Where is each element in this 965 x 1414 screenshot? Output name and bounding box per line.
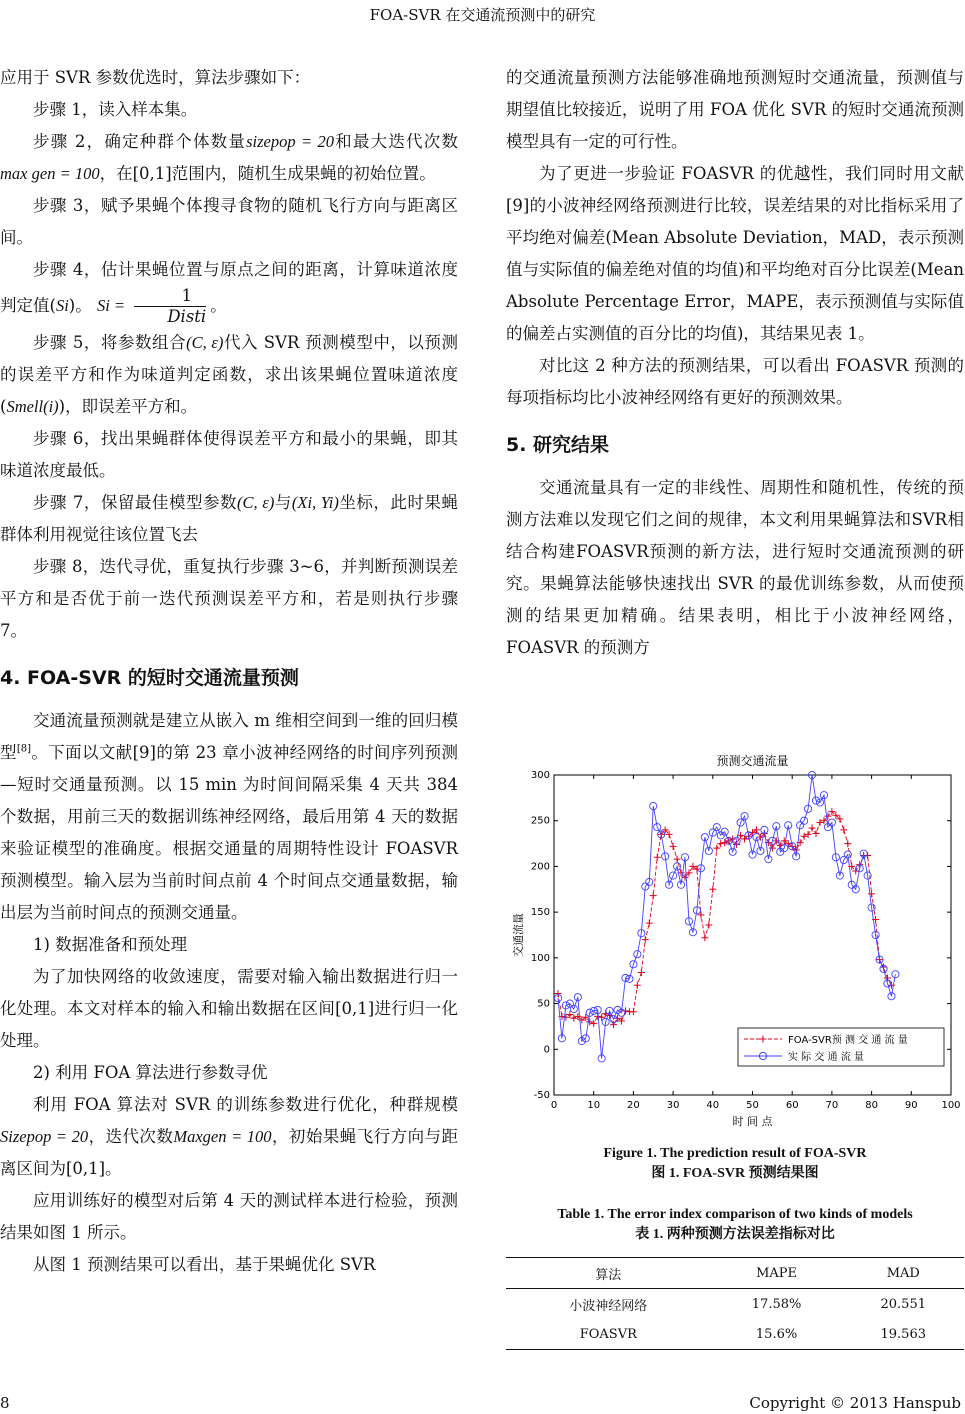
x-tick-label: 80	[865, 1100, 878, 1111]
table-caption-en: Table 1. The error index comparison of two kinds of models	[557, 1207, 913, 1222]
table-row	[506, 1319, 964, 1350]
copyright: Copyright © 2013 Hanspub	[749, 1394, 961, 1412]
conclusion-comparison: 对比这 2 种方法的预测结果，可以看出 FOASVR 预测的每项指标均比小波神经网络有更好的预测效果。	[506, 356, 964, 407]
step-6: 步骤 6，找出果蝇群体使得误差平方和最小的果蝇，即其味道浓度最低。	[0, 429, 458, 480]
x-tick-label: 90	[904, 1100, 918, 1111]
table-row	[506, 1289, 964, 1320]
step-4: 步骤 4，估计果蝇位置与原点之间的距离，计算味道浓度判定值(Si)。 Si = $\frac{1}{\text{Disti}}$ 。	[0, 260, 458, 326]
table-header-row	[506, 1258, 964, 1289]
table-cell: 15.6%	[755, 1326, 798, 1342]
x-axis-label: 时 间 点	[732, 1115, 773, 1128]
y-tick-label: 100	[530, 952, 550, 964]
y-tick-label: 0	[543, 1044, 550, 1056]
subsection-1-paragraph: 为了加快网络的收敛速度，需要对输入输出数据进行归一化处理。本文对样本的输入和输出数据在区间[0,1]进行归一化处理。	[0, 967, 458, 1050]
figure-caption-en: Figure 1. The prediction result of FOA-SVR	[603, 1146, 867, 1161]
section-4-heading: 4. FOA-SVR 的短时交通流量预测	[0, 667, 299, 689]
figure-1	[506, 745, 964, 1184]
table-1	[506, 1205, 964, 1350]
predicted-point	[634, 982, 641, 989]
y-tick-label: 200	[530, 861, 550, 873]
subsection-1-heading: 1) 数据准备和预处理	[33, 935, 188, 954]
x-tick-label: 70	[825, 1100, 839, 1111]
predicted-point	[813, 830, 820, 837]
step-5: 步骤 5，将参数组合(C, ε)代入 SVR 预测模型中，以预测的误差平方和作为味道判定函数，求出该果蝇位置味道浓度(Smell(i))，即误差平方和。	[0, 333, 459, 416]
subsection-2-paragraph: 利用 FOA 算法对 SVR 的训练参数进行优化，种群规模Sizepop = 20，迭代次数Maxgen = 100，初始果蝇飞行方向与距离区间为[0,1]。	[0, 1095, 459, 1178]
table-caption-zh: 表 1. 两种预测方法误差指标对比	[635, 1227, 835, 1242]
test-paragraph: 应用训练好的模型对后第 4 天的测试样本进行检验，预测结果如图 1 所示。	[0, 1191, 458, 1242]
y-tick-label: -50	[533, 1090, 550, 1101]
predicted-point	[590, 1020, 597, 1027]
error-table	[506, 1257, 964, 1350]
right-column	[506, 62, 964, 664]
predicted-point	[816, 819, 823, 826]
page-number: 8	[0, 1394, 10, 1412]
x-tick-label: 40	[706, 1100, 720, 1111]
table-cell: 17.58%	[751, 1296, 802, 1312]
predicted-point	[801, 833, 808, 840]
predicted-point	[570, 1015, 577, 1022]
predicted-point	[701, 934, 708, 941]
step-8: 步骤 8，迭代寻优，重复执行步骤 3~6，并判断预测误差平方和是否优于前一迭代预测误差平方和，若是则执行步骤 7。	[0, 557, 458, 640]
x-tick-label: 100	[941, 1100, 961, 1111]
figure-caption-zh: 图 1. FOA-SVR 预测结果图	[651, 1166, 819, 1181]
comparison-paragraph: 为了更进一步验证 FOASVR 的优越性，我们同时用文献[9]的小波神经网络预测进行比较，误差结果的对比指标采用了平均绝对偏差(Mean Absolute Deviation，MAD，表示预测值与实际值的偏差绝对值的均值)和平均绝对百分比误差(Mean Absolute Percentage Error，MAPE，表示预测值与实际值的偏差占实测值的百分比的均值)，其结果见表 1。	[506, 164, 964, 343]
table-cell: 小波神经网络	[569, 1298, 648, 1314]
y-tick-label: 50	[537, 998, 550, 1010]
x-tick-label: 0	[550, 1100, 558, 1111]
table-cell: FOASVR	[579, 1326, 637, 1342]
results-paragraph: 交通流量具有一定的非线性、周期性和随机性，传统的预测方法难以发现它们之间的规律，本文利用果蝇算法和SVR相结合构建FOASVR预测的新方法，进行短时交通流预测的研究。果蝇算法能够快速找出 SVR 的最优训练参数，从而使预测的结果更加精确。结果表明，相比于小波神经网络，FOASVR 的预测方	[506, 478, 964, 657]
table-header-cell: MAD	[886, 1265, 920, 1281]
x-tick-label: 20	[627, 1100, 640, 1111]
predicted-point	[705, 921, 712, 928]
predicted-point	[805, 831, 812, 838]
step-1: 步骤 1，读入样本集。	[33, 100, 198, 119]
x-tick-label: 60	[785, 1100, 799, 1111]
table-header-cell: MAPE	[756, 1265, 798, 1281]
x-tick-label: 50	[746, 1100, 759, 1111]
x-tick-label: 30	[666, 1100, 680, 1111]
prediction-chart	[506, 745, 964, 1140]
section-5-heading: 5. 研究结果	[506, 434, 610, 456]
predicted-point	[709, 886, 716, 893]
step-2: 步骤 2，确定种群个体数量sizepop = 20和最大迭代次数max gen = 100，在[0,1]范围内，随机生成果蝇的初始位置。	[0, 132, 458, 183]
predicted-point	[630, 1008, 637, 1015]
chart-title: 预测交通流量	[716, 754, 789, 768]
predicted-point	[650, 892, 657, 899]
left-column	[0, 62, 458, 1281]
predicted-point	[844, 840, 851, 847]
predicted-point	[717, 840, 724, 847]
predicted-point	[670, 843, 677, 850]
continuation-paragraph: 的交通流量预测方法能够准确地预测短时交通流量，预测值与期望值比较接近，说明了用 FOA 优化 SVR 的短时交通流预测模型具有一定的可行性。	[506, 68, 964, 151]
x-tick-label: 10	[587, 1100, 601, 1111]
predicted-point	[646, 920, 653, 927]
intro-paragraph: 应用于 SVR 参数优选时，算法步骤如下：	[0, 68, 311, 87]
citation-ref[interactable]: [8]	[16, 743, 32, 755]
y-axis-label: 交通流量	[512, 913, 525, 957]
step-7: 步骤 7，保留最佳模型参数(C, ε)与(Xi, Yi)坐标，此时果蝇群体利用视觉往该位置飞去	[0, 493, 459, 544]
legend-label: 实 际 交 通 流 量	[788, 1052, 864, 1063]
y-tick-label: 150	[530, 907, 550, 919]
predicted-point	[674, 856, 681, 863]
running-title: FOA-SVR 在交通流预测中的研究	[369, 6, 596, 24]
figure-discussion: 从图 1 预测结果可以看出，基于果蝇优化 SVR	[33, 1255, 376, 1274]
step-3: 步骤 3，赋予果蝇个体搜寻食物的随机飞行方向与距离区间。	[0, 196, 458, 247]
y-tick-label: 300	[530, 770, 550, 781]
table-cell: 20.551	[880, 1296, 926, 1312]
predicted-point	[697, 911, 704, 918]
table-cell: 19.563	[880, 1326, 926, 1342]
fraction-formula: $\frac{1}{\text{Disti}}$	[134, 286, 206, 327]
y-tick-label: 250	[530, 815, 550, 827]
predicted-point	[638, 969, 645, 976]
section-4-paragraph: 交通流量预测就是建立从嵌入 m 维相空间到一维的回归模型[8]。下面以文献[9]的第 23 章小波神经网络的时间序列预测—短时交通量预测。以 15 min 为时间间隔采集 4 天共 384 个数据，用前三天的数据训练神经网络，最后用第 4 天的数据来验证模型的准确度。根据交通量的周期特性设计 FOASVR 预测模型。输入层为当前时间点前 4 个时间点交通量数据，输出层为当前时间点的预测交通量。	[0, 711, 459, 922]
subsection-2-heading: 2) 利用 FOA 算法进行参数寻优	[33, 1063, 268, 1082]
predicted-point	[642, 936, 649, 943]
predicted-point	[654, 854, 661, 861]
predicted-point	[809, 825, 816, 832]
table-header-cell: 算法	[595, 1267, 622, 1283]
predicted-point	[713, 845, 720, 852]
predicted-point	[840, 826, 847, 833]
legend-label: FOA-SVR预 测 交 通 流 量	[788, 1035, 908, 1046]
